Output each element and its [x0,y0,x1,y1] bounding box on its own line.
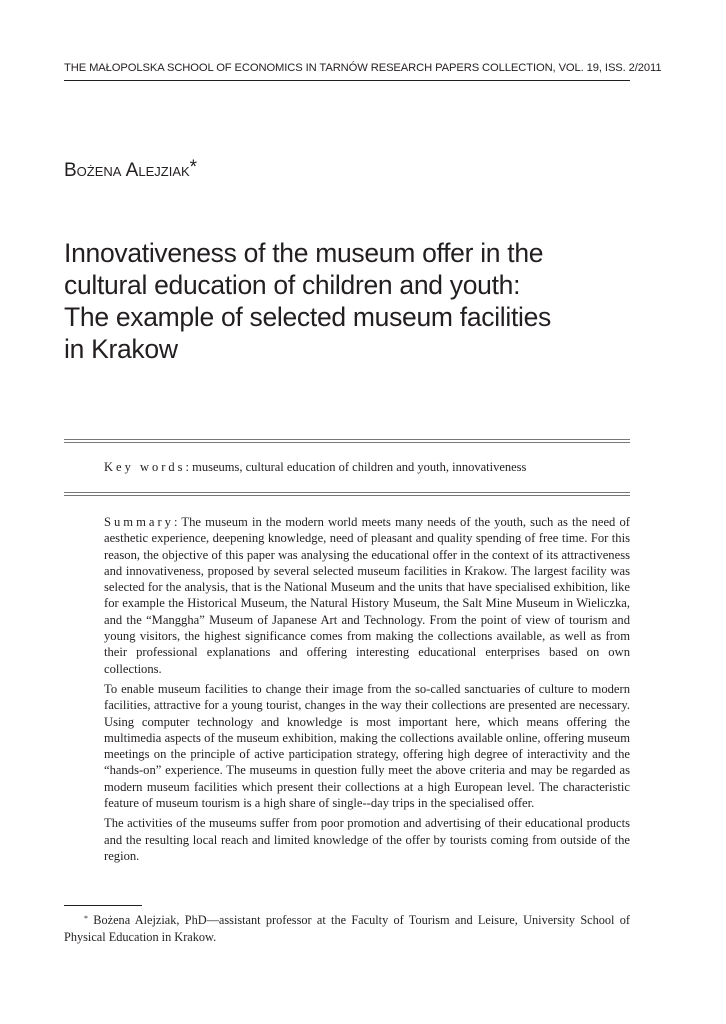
title-line: cultural education of children and youth: [64,270,521,300]
summary-label: Summary [104,515,174,529]
summary-paragraph [104,514,630,677]
keywords-top-rule [64,439,630,443]
running-header: THE MAŁOPOLSKA SCHOOL OF ECONOMICS IN TARNÓW RESEARCH PAPERS COLLECTION, VOL. 19, ISS. 2/2011 [64,62,662,74]
paper-title [64,237,664,365]
footnote-marker: * [84,914,88,923]
author-line [64,157,198,182]
author-name: Bożena Alejziak [64,160,190,181]
keywords-label: Key words [104,460,186,474]
summary [104,514,630,868]
title-line: Innovativeness of the museum offer in the [64,238,544,268]
summary-paragraph: The activities of the museums suffer from poor promotion and advertising of their educational products and the resulting local reach and limited knowledge of the offer by tourists coming from outside of the region. [104,816,630,863]
author-footnote-marker: * [189,157,198,178]
keywords-bottom-rule [64,492,630,496]
keywords-text: : museums, cultural education of children and youth, innovativeness [185,460,527,474]
footnote-text: Bożena Alejziak, PhD—assistant professor at the Faculty of Tourism and Leisure, University School of Physical Education in Krakow. [64,913,630,944]
title-line: in Krakow [64,334,178,364]
footnote-rule [64,905,142,906]
title-line: The example of selected museum facilities [64,302,552,332]
header-rule [64,80,630,81]
summary-paragraph: To enable museum facilities to change their image from the so-called sanctuaries of culture to modern facilities, attractive for a young tourist, changes in the way their collections are presented are necessary. Using computer technology and knowledge is most important here, which means offering the multimedia aspects of the museum exhibition, making the collections available online, offering museum meetings on the principle of active participation strategy, offering high degree of interactivity and the “hands-on” experience. The museums in question fully meet the above criteria and may be regarded as modern museum facilities which present their collections at a high European level. The characteristic feature of museum tourism is a high share of single--day trips in the specialised offer. [104,681,630,811]
summary-text: : The museum in the modern world meets many needs of the youth, such as the need of aesthetic experience, deepening knowledge, need of pleasant and quality spending of free time. For this reason, the objective of this paper was analysing the educational offer in the context of its attractiveness and innovativeness, proposed by several selected museum facilities in Krakow. The largest facility was selected for the analysis, that is the National Museum and the units that have specialised exhibition, like for example the Historical Museum, the Natural History Museum, the Salt Mine Museum in Wieliczka, and the “Manggha” Museum of Japanese Art and Technology. From the point of view of tourism and young visitors, the highest significance comes from making the collections available, as well as from their professional explanations and offering interesting educational enterprises based on own collections. [104,515,630,676]
keywords [104,460,526,475]
footnote [64,912,630,945]
